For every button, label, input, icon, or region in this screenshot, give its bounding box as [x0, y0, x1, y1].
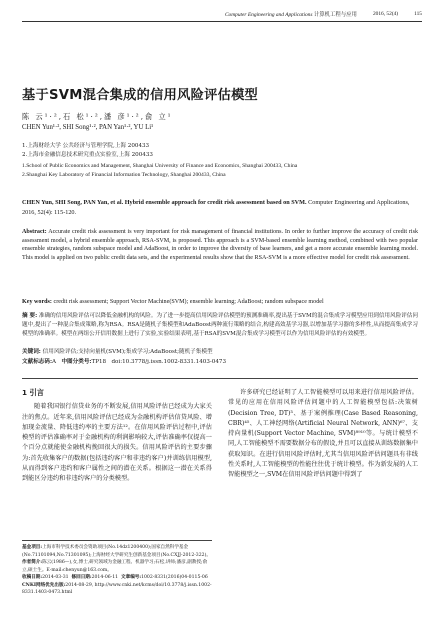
column-right [228, 388, 418, 481]
citation-block [22, 198, 418, 217]
abstract-en [22, 228, 418, 262]
header-rule [22, 21, 422, 22]
section-heading-intro: 1 引言 [22, 388, 44, 397]
author-bio-text: 陈云(1986—),女,博士,研究领域为金融工程、机器学习;石松,讲师;潘彦,副教授;俞立,硕士生。E-mail:chenyun@163.com。 [22, 560, 208, 573]
citation-title: Hybrid ensemble approach for credit risk assessment based on SVM. [124, 199, 307, 206]
keywords-en-text: credit risk assessment; Support Vector Machine(SVM); ensemble learning; AdaBoost; random subspace model [53, 299, 324, 305]
running-head [22, 8, 422, 20]
doi: doi:10.3778/j.issn.1002-8331.1403-0473 [111, 359, 227, 365]
authors-cn: 陈 云¹·²,石 松¹·²,潘 彦¹·²,俞 立¹ [22, 112, 173, 121]
revised-label: 修回日期: [71, 575, 92, 580]
online-label: CNKI网络优先出版: [22, 582, 66, 588]
abstract-cn-label: 摘 要: [22, 313, 38, 319]
footnotes [22, 540, 212, 597]
abstract-cn-text: 准确的信用风险评估可以降低金融机构的风险。为了进一步提高信用风险评估模型的预测准确率,提出基于SVM的混合集成学习模型应用到信用风险评估问题中,提出了一种混合集成策略,称为RSA。RSA是随机子集模型和AdaBoost两种流行策略的结合,构建高效基学习器,以增加基学习器的多样性,从而提高集成学习模型的准确率。模型在两组公开信用数据上进行了实验,实验结果表明,基于RSA的SVM混合集成学习模型可以作为信用风险评估的有效模型。 [22, 313, 418, 337]
section-divider [22, 378, 418, 379]
affiliation-en-1: 1.School of Public Economics and Management, Shanghai University of Finance and Economics, Shanghai 200433, China [22, 163, 298, 169]
citation-source: Computer Engineering and Applications, 2016, 52(4): 115-120. [22, 199, 410, 216]
issue-info: 2016, 52(4) [372, 11, 399, 17]
affiliations-cn [22, 142, 153, 161]
intro-paragraph-left: 随着我国银行信贷业务的不断发展,信用风险评估已经成为大家关注的焦点。近年来,信用风险评估已经成为金融机构评估信贷风险、增加现金流量、降低违约率的主要方法¹²。在信用风险评估过程中,评估模型的评估准确率对于金融机构的利润影响较大,评估准确率仅提高一个百分点就能使金融机构挽回很大的损失。信用风险评估的主要步骤为:首先收集客户的数据(包括违约客户和非违约客户)并训练信用模型,从而得到客户违约和客户属性之间的潜在关系。根据这一潜在关系得到能区分违约和非违约客户的分类模型。 [22, 403, 212, 483]
doc-code-label: 文献标志码: [22, 359, 53, 365]
abstract-en-text: Accurate credit risk assessment is very important for risk management of financial institutions. In order to further improve the accuracy of credit risk assessment model, a hybrid ensemble approach, RSA-SVM, is proposed. This approach is a SVM-based ensemble learning method, combined with two popular ensemble strategies, random subspace model and AdaBoost, in order to improve the diversity of base learners, and get a more accurate ensemble learning model. This model is applied on two public credit data sets, and the experimental results show that the RSA-SVM is a more effective model for credit risk assessment. [22, 229, 418, 261]
clc-label: 中图分类号: [61, 359, 92, 365]
intro-paragraph-right: 许多研究已经证明了人工智能模型可以用来进行信用风险评估。常见的应用在信用风险评估问题中的人工智能模型包括:决策树(Decision Tree, DT)³、基于案例推理(Case Based Reasoning, CBR)⁴⁵、人工神经网络(Artificial Neural Network, ANN)⁶⁷、支持向量机(Support Vector Machine, SVM)⁸⁹¹⁰等。与统计模型不同,人工智能模型不需要数据分布的假设,并且可以直接从训练数据集中获取知识。在进行信用风险评估时,尤其当信用风险评估问题具有非线性关系时,人工智能模型的性能往往优于统计模型。作为新发展的人工智能模型之一,SVM在信用风险评估问题中得到了 [228, 389, 418, 479]
classification-line [22, 358, 418, 367]
keywords-cn [22, 348, 418, 357]
keywords-en-label: Key words: [22, 299, 52, 305]
article-number: 1002-8331(2016)04-0115-06 [141, 575, 208, 580]
page-number: 115 [414, 11, 422, 17]
citation-authors: CHEN Yun, SHI Song, PAN Yan, et al. [22, 199, 124, 206]
keywords-cn-label: 关键词: [22, 349, 41, 355]
affiliation-en-2: 2.Shanghai Key Laboratory of Financial Information Technology, Shanghai 200433, China [22, 172, 226, 179]
footnote-dates [22, 574, 212, 582]
clc-code: TP18 [91, 359, 107, 365]
abstract-cn [22, 312, 418, 338]
authors-en: CHEN Yun¹·², SHI Song¹·², PAN Yan¹·², YU Li¹ [22, 124, 154, 131]
revised-date: 2014-06-11 [91, 575, 119, 580]
journal-name-cn: 计算机工程与应用 [313, 12, 357, 18]
column-left [22, 388, 212, 485]
received-label: 收稿日期: [22, 575, 43, 580]
fund-label: 基金项目: [22, 545, 43, 550]
footnote-author [22, 559, 212, 574]
article-number-label: 文章编号: [121, 575, 142, 580]
journal-name: Computer Engineering and Applications [224, 12, 313, 18]
article-title: 基于SVM混合集成的信用风险评估模型 [22, 88, 259, 103]
abstract-en-label: Abstract: [22, 229, 47, 235]
keywords-en [22, 298, 418, 307]
author-bio-label: 作者简介: [22, 560, 43, 565]
keywords-cn-text: 信用风险评估;支持向量机(SVM);集成学习;AdaBoost;随机子集模型 [42, 349, 213, 355]
affiliations-en [22, 162, 297, 181]
online-text: 2014-08-29, http://www.cnki.net/kcms/doi/10.3778/j.issn.1002-8331.1403-0473.html [22, 582, 212, 595]
doc-code: A [52, 359, 57, 365]
footnote-fund [22, 544, 212, 559]
received-date: 2014-03-31 [42, 575, 69, 580]
affiliation-cn-2: 2.上海市金融信息技术研究重点实验室,上海 200433 [22, 152, 153, 159]
fund-text: 上海市科学技术委员会资助项目(No.14dz1200400);国家自然科学基金(No.71101094,No.71301095);上海财经大学研究生创新基金项目(No.CXJJ-2012-322)。 [22, 545, 211, 558]
footnote-online [22, 582, 212, 597]
affiliation-cn-1: 1.上海财经大学 公共经济与管理学院,上海 200433 [22, 143, 150, 149]
